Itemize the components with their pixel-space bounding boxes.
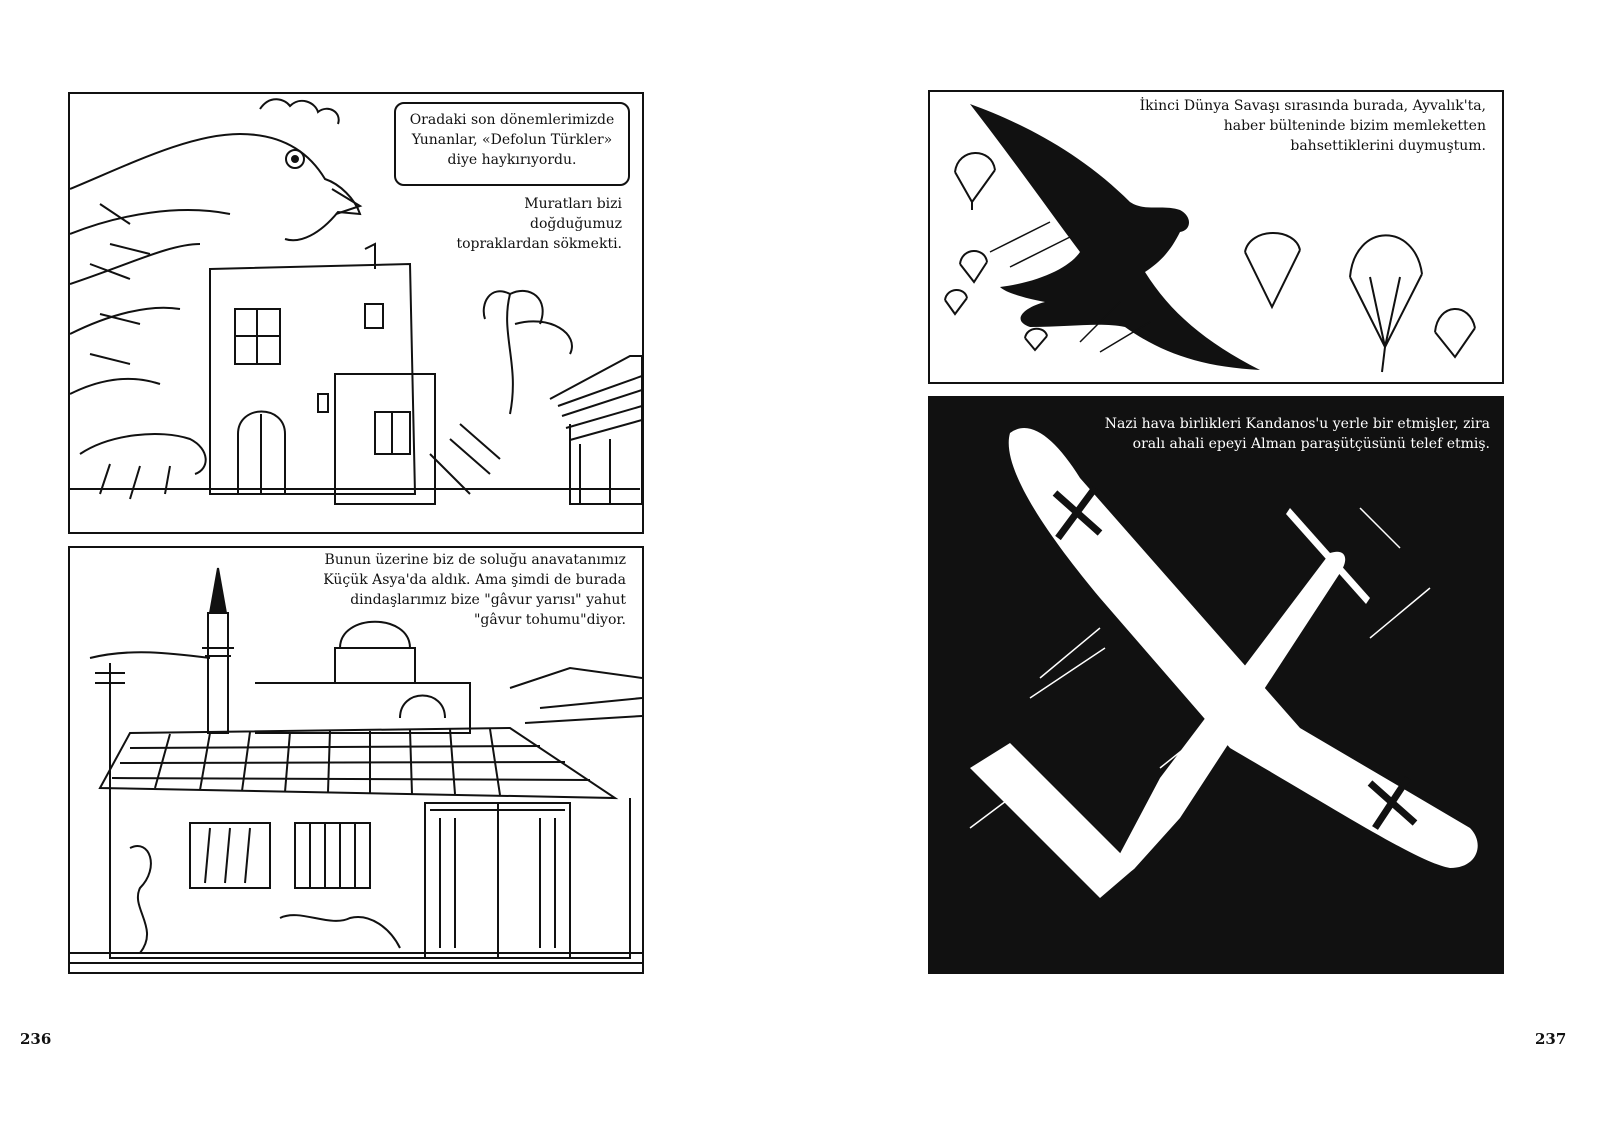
- caption-line: Muratları bizi: [524, 196, 622, 212]
- caption-bottom-left: [323, 550, 626, 630]
- panel-warplane: [928, 396, 1504, 974]
- panel-bird-village: [68, 92, 644, 534]
- bubble-line: Yunanlar, «Defolun Türkler»: [411, 132, 613, 148]
- caption-top-left: [456, 194, 622, 254]
- page-number-left: 236: [20, 1030, 52, 1048]
- panel-mosque-house: [68, 546, 644, 974]
- panel-eagle-parachutes: [928, 90, 1504, 384]
- caption-top-right: [1140, 96, 1486, 156]
- caption-line: "gâvur tohumu"diyor.: [473, 612, 626, 628]
- caption-line: bahsettiklerini duymuştum.: [1290, 138, 1486, 154]
- caption-line: topraklardan sökmekti.: [456, 236, 622, 252]
- caption-bottom-right: [1105, 414, 1490, 454]
- caption-line: doğduğumuz: [530, 216, 622, 232]
- caption-line: Bunun üzerine biz de soluğu anavatanımız: [324, 552, 626, 568]
- bubble-line: Oradaki son dönemlerimizde: [409, 112, 615, 128]
- caption-line: İkinci Dünya Savaşı sırasında burada, Ayvalık'ta,: [1139, 98, 1486, 114]
- caption-line: Nazi hava birlikleri Kandanos'u yerle bir etmişler, zira: [1104, 416, 1490, 432]
- bubble-line: diye haykırıyordu.: [447, 152, 577, 168]
- right-page: [800, 0, 1600, 1129]
- plane-tail: [970, 743, 1135, 898]
- warplane-illustration: [930, 398, 1502, 972]
- caption-line: haber bülteninde bizim memleketten: [1223, 118, 1486, 134]
- page-number-right: 237: [1535, 1030, 1567, 1048]
- caption-line: Küçük Asya'da aldık. Ama şimdi de burada: [323, 572, 626, 588]
- caption-line: dindaşlarımız bize "gâvur yarısı" yahut: [350, 592, 626, 608]
- speech-bubble: [394, 102, 630, 186]
- caption-line: oralı ahali epeyi Alman paraşütçüsünü telef etmiş.: [1132, 436, 1490, 452]
- plane-wing: [1009, 428, 1478, 868]
